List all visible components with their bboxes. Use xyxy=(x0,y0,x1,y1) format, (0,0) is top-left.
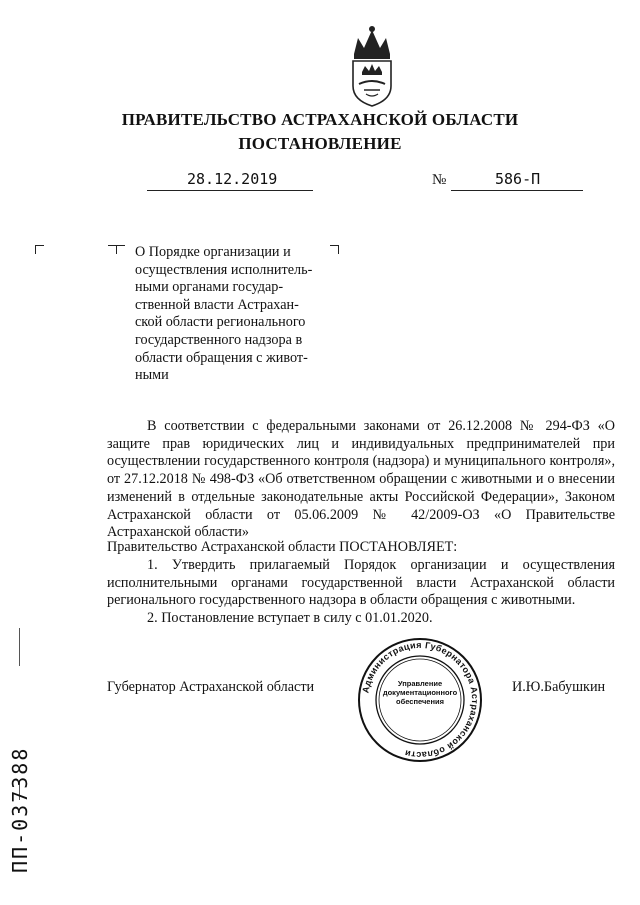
subject-line: области обращения с живот- xyxy=(135,349,308,366)
number-line xyxy=(451,170,583,191)
resolves-line: Правительство Астраханской области ПОСТАНОВЛЯЕТ: xyxy=(107,539,458,555)
item-2-paragraph: 2. Постановление вступает в силу с 01.01.2020. xyxy=(147,610,433,626)
official-stamp xyxy=(356,636,484,764)
number-label: № xyxy=(432,172,447,188)
signatory-position: Губернатор Астраханской области xyxy=(107,679,315,695)
signatory-name: И.Ю.Бабушкин xyxy=(512,679,606,695)
coat-of-arms-icon xyxy=(344,24,400,108)
document-subject xyxy=(135,244,333,385)
stamp-ring-text: Администрация Губернатора Астраханской области xyxy=(360,639,481,761)
subject-line: ными xyxy=(135,367,169,384)
margin-line xyxy=(19,628,20,666)
preamble-paragraph: В соответствии с федеральными законами от 26.12.2008 № 294-ФЗ «О защите прав юридических лиц и индивидуальных предпринимателей при осуществлении государственного контроля (надзора) и муниципального контроля», от 27.12.2018 № 498-ФЗ «Об ответственном обращении с животными и о внесении изменений в отдельные законодательные акты Российской Федерации», Законом Астраханской области от 05.06.2009 № 42/2009-ОЗ «О Правительстве Астраханской области» xyxy=(107,418,615,541)
date-line xyxy=(147,170,313,191)
document-date: 28.12.2019 xyxy=(187,170,278,188)
stamp-center-text: Управление документационного обеспечения xyxy=(382,679,458,706)
subject-line: ственной власти Астрахан- xyxy=(135,296,299,313)
organization-title: ПРАВИТЕЛЬСТВО АСТРАХАНСКОЙ ОБЛАСТИ xyxy=(121,110,519,129)
subject-line: ской области регионального xyxy=(135,314,306,331)
document-type: ПОСТАНОВЛЕНИЕ xyxy=(238,134,402,153)
subject-line: осуществления исполнитель- xyxy=(135,261,313,278)
subject-line: государственного надзора в xyxy=(135,331,303,348)
corner-mark xyxy=(35,245,44,254)
corner-mark xyxy=(116,245,125,254)
subject-line: ными органами государ- xyxy=(135,279,284,296)
item-1-paragraph: 1. Утвердить прилагаемый Порядок организации и осуществления исполнительными органами государственной власти Астраханской области регионального государственного надзора в области обращения с животными. xyxy=(107,557,615,609)
document-number: 586-П xyxy=(495,170,541,188)
subject-line: О Порядке организации и xyxy=(135,244,291,260)
serial-number: ПП-037388 xyxy=(8,746,32,873)
